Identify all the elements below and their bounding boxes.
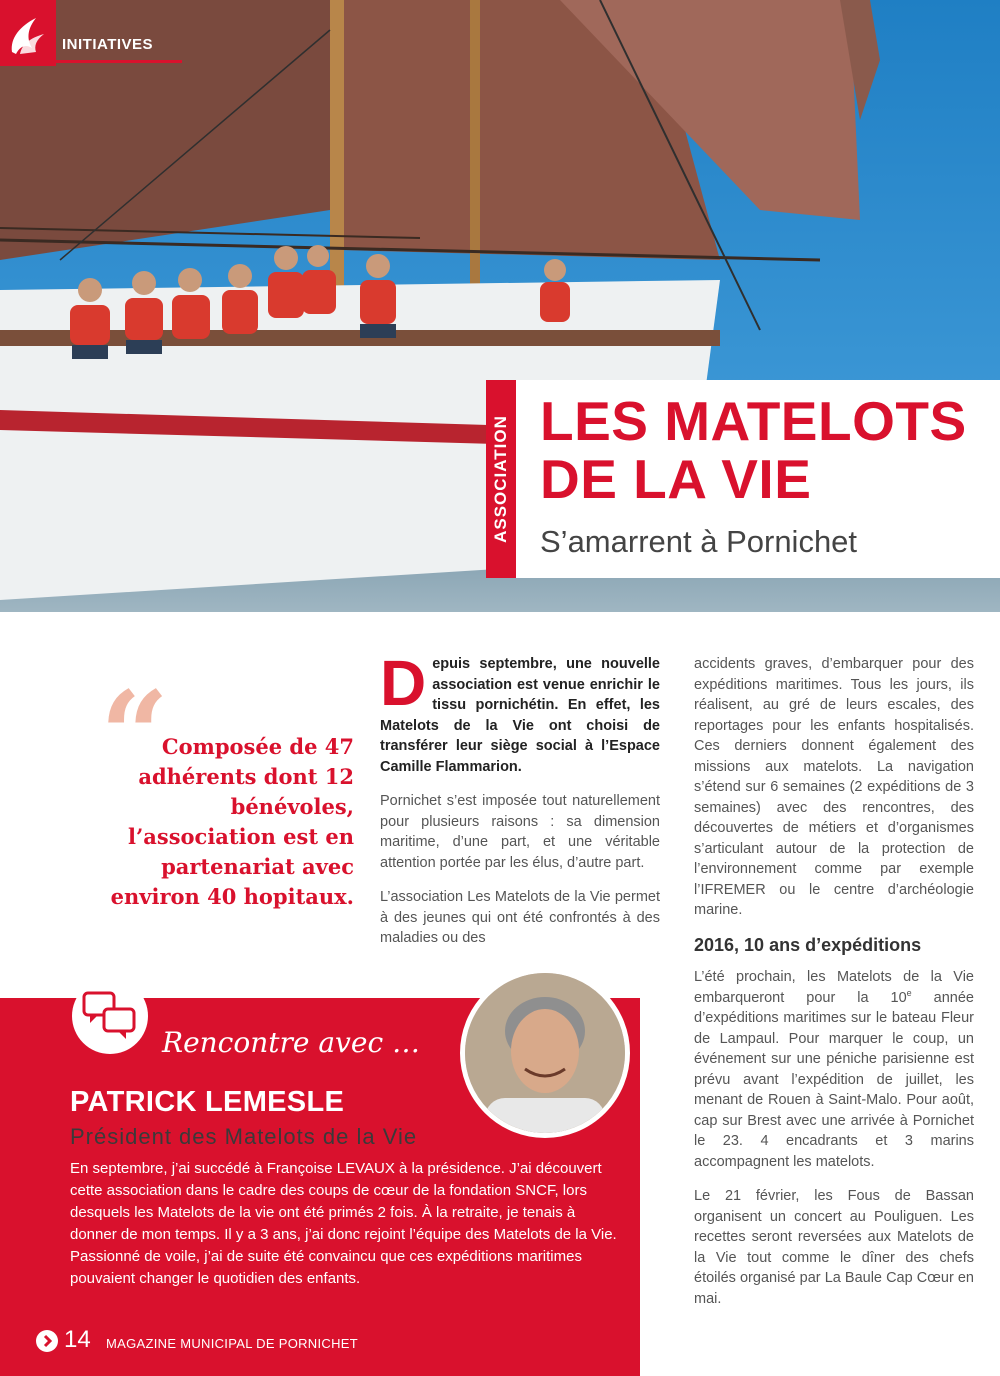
article-subtitle: S’amarrent à Pornichet xyxy=(540,524,858,559)
magazine-name: MAGAZINE MUNICIPAL DE PORNICHET xyxy=(106,1336,358,1351)
pull-quote: Composée de 47 adhérents dont 12 bénévoles, l’association est en partenariat avec environ 40 hopitaux. xyxy=(110,734,354,909)
article-title-block xyxy=(486,380,1000,578)
section-underline xyxy=(56,60,182,63)
lead-text: epuis septembre, une nouvelle association est venue enrichir le tissu pornichétin. En effet, les Matelots de la Vie ont choisi de transférer leur siège social à l’Espace Camille Flammarion. xyxy=(380,656,660,775)
paragraph-part: L’été prochain, les Matelots de la Vie embarqueront pour la 10 xyxy=(694,969,974,1006)
paragraph: L’association Les Matelots de la Vie permet à des jeunes qui ont été confrontés à des maladies ou des xyxy=(380,889,660,946)
brand-logo xyxy=(0,0,56,66)
portrait-illustration xyxy=(465,973,625,1133)
chat-bubbles-icon xyxy=(82,991,138,1041)
title-line-2: DE LA VIE xyxy=(540,448,812,510)
ordinal-superscript: e xyxy=(906,987,912,998)
footer-arrow xyxy=(36,1330,58,1352)
title-line-1: LES MATELOTS xyxy=(540,390,967,452)
article-column-middle xyxy=(380,654,660,964)
article-title xyxy=(540,392,967,508)
interview-text: En septembre, j’ai succédé à Françoise LEVAUX à la présidence. J’ai découvert cette association dans le cadre des coups de cœur de la fondation SNCF, lors desquels les Matelots de la vie ont été primés 2 fois. À la retraite, je tenais à donner de mon temps. Il y a 3 ans, j’ai donc rejoint l’équipe des Matelots de la Vie. Passionné de voile, j’ai de suite été convaincu que ces expéditions maritimes pouvaient changer le quotidien des enfants. xyxy=(70,1160,617,1287)
paragraph: Pornichet s’est imposée tout naturellement pour plusieurs raisons : sa dimension maritime, d’une part, et une véritable attention portée par les élus, d’autre part. xyxy=(380,793,660,871)
paragraph xyxy=(694,967,974,1172)
article-column-right xyxy=(694,654,974,1323)
interviewee-name: PATRICK LEMESLE xyxy=(70,1086,345,1118)
drop-cap: D xyxy=(380,654,427,719)
portrait-photo xyxy=(460,968,630,1138)
lead-paragraph xyxy=(380,654,660,777)
interviewee-role: Président des Matelots de la Vie xyxy=(70,1124,418,1149)
section-label: INITIATIVES xyxy=(62,36,154,53)
category-tag-text: ASSOCIATION xyxy=(491,415,510,543)
chat-badge xyxy=(72,978,148,1054)
quote-mark-icon: “ xyxy=(100,665,170,806)
paragraph: Le 21 février, les Fous de Bassan organisent un concert au Pouliguen. Les recettes seront reversées aux Matelots de la Vie tout comme le dîner des chefs étoilés organisé par La Baule Cap Cœur en mai. xyxy=(694,1188,974,1307)
brand-flame-icon xyxy=(6,8,50,58)
paragraph: accidents graves, d’embarquer pour des expéditions maritimes. Tous les jours, ils réalisent, au gré de leurs escales, des reportages pour les enfants hospitalisés. Ces derniers donnent également des missions aux matelots. La navigation s’étend sur 6 semaines (2 expéditions de 3 semaines) avec des rencontres, des découvertes de métiers et d’organismes s’articulant autour de la protection de l’environnement comme par exemple l’IFREMER ou le centre d’archéologie marine. xyxy=(694,656,974,918)
interview-heading: Rencontre avec … xyxy=(162,1026,421,1059)
section-heading: 2016, 10 ans d’expéditions xyxy=(694,934,922,955)
category-tag xyxy=(486,380,516,578)
page-number: 14 xyxy=(64,1326,91,1353)
chevron-right-icon xyxy=(36,1330,58,1352)
paragraph-part: année d’expéditions maritimes sur le bateau Fleur de Lampaul. Pour marquer le coup, un événement sur une péniche parisienne est prévu avant l’expédition de juillet, les menant de Rouen à Saint-Malo. Pour août, cap sur Brest avec une arrivée à Pornichet le 23. 4 encadrants et 3 marins accompagnent les matelots. xyxy=(694,989,974,1170)
